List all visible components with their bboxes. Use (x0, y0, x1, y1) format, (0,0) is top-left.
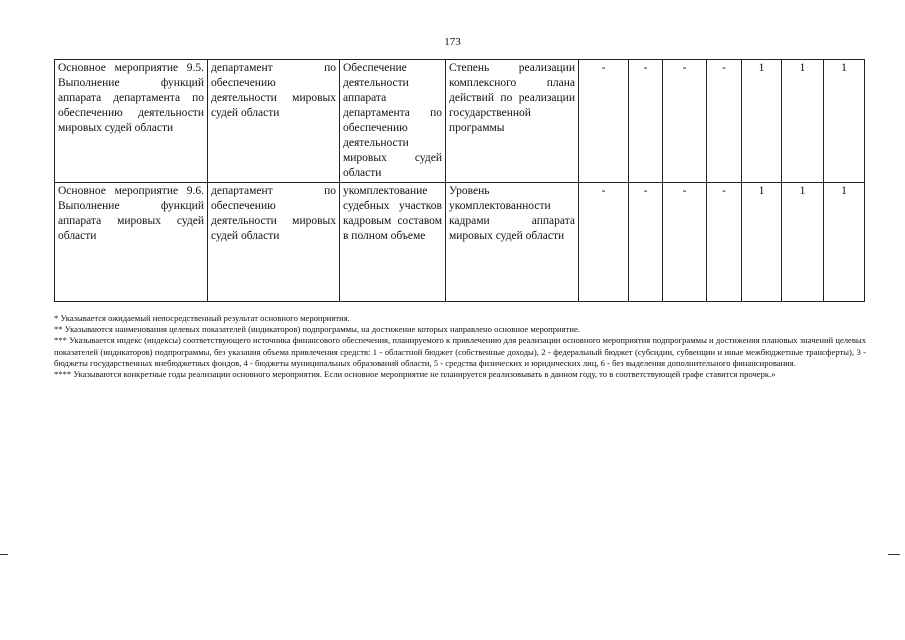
indicator-cell: Уровень укомплектованности кадрами аппарата мировых судей области (446, 183, 579, 302)
scan-edge-mark (0, 554, 8, 555)
footnote: **** Указываются конкретные годы реализации основного мероприятия. Если основное мероприятие не планируется реализовывать в данном году, то в соответствующей графе ставится прочерк.» (54, 369, 776, 380)
footnote: *** Указывается индекс (индексы) соответствующего источника финансового обеспечения, планируемого к привлечению для реализации основного мероприятия подпрограммы и достижения плановых значений целевых показателей (индикаторов) подпрограммы, без указания объема привлечения средств: 1 - областной бюджет (собственные доходы), 2 - федеральный бюджет (субсидии, субвенции и иные межбюджетные трансферты), 3 - бюджеты государственных внебюджетных фондов, 4 - бюджеты муниципальных образований области, 5 - средства физических и юридических лиц, 6 - без выделения дополнительного финансирования. (54, 335, 866, 368)
value-cell: - (629, 60, 663, 183)
value-cell: - (629, 183, 663, 302)
measures-table (54, 59, 865, 302)
executor-cell: департамент по обеспечению деятельности мировых судей области (208, 183, 340, 302)
page-number: 173 (444, 36, 461, 48)
value-cell: 1 (824, 60, 865, 183)
scan-edge-mark (888, 554, 900, 555)
value-cell: - (707, 183, 742, 302)
value-cell: - (579, 183, 629, 302)
result-cell: Обеспечение деятельности аппарата департамента по обеспечению деятельности мировых судей области (340, 60, 446, 183)
value-cell: 1 (742, 60, 782, 183)
value-cell: 1 (782, 60, 824, 183)
footnote: * Указывается ожидаемый непосредственный результат основного мероприятия. (54, 313, 350, 323)
value-cell: 1 (742, 183, 782, 302)
result-cell: укомплектование судебных участков кадровым составом в полном объеме (340, 183, 446, 302)
executor-cell: департамент по обеспечению деятельности мировых судей области (208, 60, 340, 183)
value-cell: - (707, 60, 742, 183)
table-row (55, 183, 865, 302)
footnotes (54, 313, 866, 380)
value-cell: 1 (782, 183, 824, 302)
value-cell: 1 (824, 183, 865, 302)
value-cell: - (663, 60, 707, 183)
table-row (55, 60, 865, 183)
footnote: ** Указываются наименования целевых показателей (индикаторов) подпрограммы, на достижение которых направлено основное мероприятие. (54, 324, 580, 335)
measure-cell: Основное мероприятие 9.6. Выполнение функций аппарата мировых судей области (55, 183, 208, 302)
value-cell: - (663, 183, 707, 302)
indicator-cell: Степень реализации комплексного плана действий по реализации государственной программы (446, 60, 579, 183)
value-cell: - (579, 60, 629, 183)
measure-cell: Основное мероприятие 9.5. Выполнение функций аппарата департамента по обеспечению деятельности мировых судей области (55, 60, 208, 183)
